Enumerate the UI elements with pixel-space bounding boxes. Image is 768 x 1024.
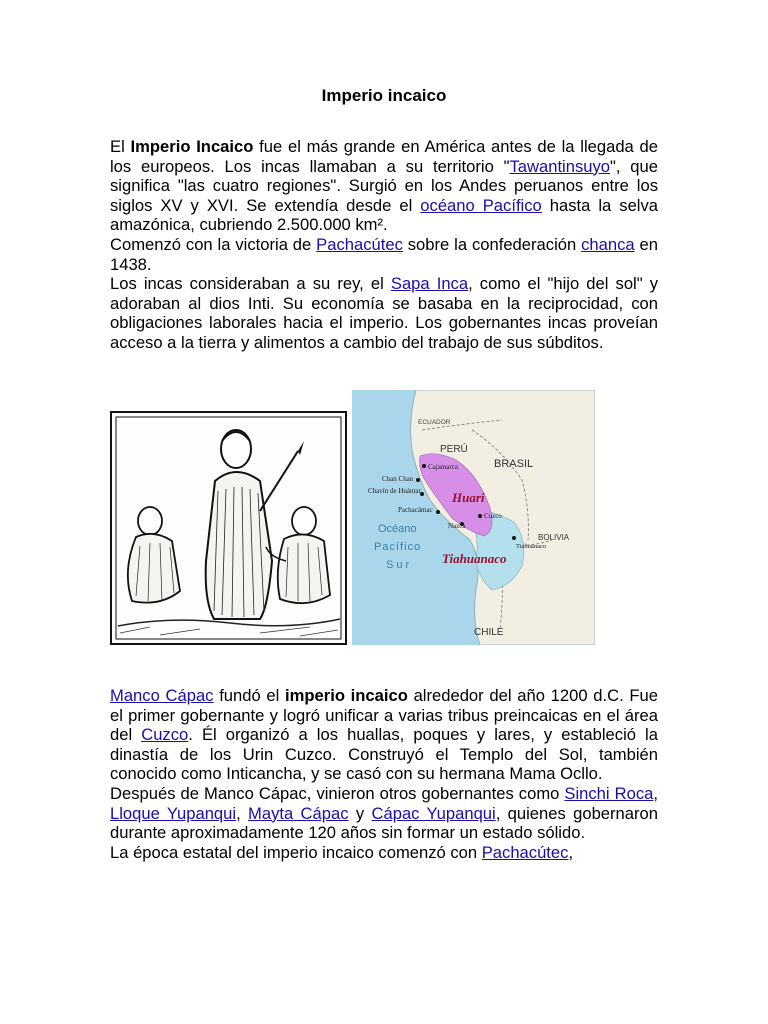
link-manco-capac[interactable]: Manco Cápac — [110, 686, 214, 705]
paragraph-manco-capac — [110, 686, 658, 862]
text-run: Comenzó con la victoria de — [110, 234, 317, 254]
inca-woodcut-illustration — [110, 411, 347, 645]
paragraph-intro — [110, 137, 658, 353]
intro-sentence-1 — [110, 137, 658, 235]
map-label-oceano: Océano — [378, 523, 417, 535]
map-label-bolivia: BOLIVIA — [538, 533, 570, 542]
text-run: , — [653, 783, 658, 803]
text-run: , — [568, 842, 574, 862]
map-label-chavin: Chavín de Huántar — [368, 487, 421, 495]
link-sinchi-roca[interactable]: Sinchi Roca — [564, 783, 654, 803]
link-capac-yupanqui[interactable]: Cápac Yupanqui — [371, 803, 496, 823]
link-tawantinsuyo[interactable]: Tawantinsuyo — [509, 156, 611, 176]
map-label-huari: Huari — [452, 490, 485, 505]
map-label-tiahuanaco-small: Tiahuanaco — [516, 543, 547, 550]
link-chanca[interactable]: chanca — [581, 234, 635, 254]
map-label-nazca: Nazca — [448, 522, 466, 530]
text-run: , — [236, 803, 249, 823]
text-run: hasta la selva amazónica, cubriendo 2.500.000 km². — [110, 195, 659, 235]
link-cuzco[interactable]: Cuzco — [141, 725, 189, 745]
bold-term-imperio: imperio incaico — [285, 686, 408, 705]
manco-sentence-2 — [110, 784, 658, 843]
page-title: Imperio incaico — [321, 86, 447, 105]
map-label-ecuador: ECUADOR — [418, 419, 451, 426]
text-run: en 1438. — [110, 234, 658, 274]
text-run: La época estatal del imperio incaico comenzó con — [110, 842, 482, 862]
map-label-brasil: BRASIL — [494, 458, 534, 470]
text-run: ", que significa "las cuatro regiones". Surgió en los Andes peruanos entre los siglos XV y XVI. Se extendía desde el — [110, 156, 658, 215]
link-mayta-capac[interactable]: Mayta Cápac — [248, 803, 349, 823]
map-label-cuzco: Cuzco — [484, 512, 502, 520]
inca-map — [352, 390, 595, 645]
map-label-chan-chan: Chan Chan — [382, 475, 414, 483]
map-label-pachacamac: Pachacámac — [398, 506, 433, 514]
link-lloque-yupanqui[interactable]: Lloque Yupanqui — [110, 803, 237, 823]
map-label-peru: PERÚ — [440, 444, 468, 455]
text-run: Los incas consideraban a su rey, el — [110, 274, 391, 294]
link-pachacutec-2[interactable]: Pachacútec — [481, 842, 569, 862]
map-label-pacifico: Pacífico — [374, 541, 422, 553]
map-label-chile: CHILE — [474, 627, 504, 638]
text-run: , como el "hijo del sol" y adoraban al dios Inti. Su economía se basaba en la reciprocidad, con obligaciones laborales hacia el imperio. Los gobernantes incas proveían acceso a la tierra y alimentos a cambio del trabajo de sus súbditos. — [110, 274, 659, 352]
link-sapa-inca[interactable]: Sapa Inca — [390, 274, 469, 294]
map-label-tiahuanaco: Tiahuanaco — [442, 551, 507, 566]
text-run: fundó el — [213, 686, 286, 705]
link-oceano-pacifico[interactable]: océano Pacífico — [420, 195, 542, 215]
bold-term-imperio: Imperio Incaico — [130, 137, 254, 156]
intro-sentence-3 — [110, 274, 658, 352]
text-run: , quienes gobernaron durante aproximadamente 120 años sin formar un estado sólido. — [110, 803, 658, 843]
text-run: Después de Manco Cápac, vinieron otros gobernantes como — [110, 783, 565, 803]
manco-sentence-1 — [110, 686, 658, 784]
text-run: El — [110, 137, 131, 156]
manco-sentence-3 — [110, 843, 658, 863]
text-run: sobre la confederación — [402, 234, 582, 254]
text-run: fue el más grande en América antes de la llegada de los europeos. Los incas llamaban a su territorio " — [110, 137, 658, 176]
text-run: alrededor del año 1200 d.C. Fue el primer gobernante y logró unificar a varias tribus preincaicas en el área del — [110, 686, 658, 745]
text-run: . Él organizó a los huallas, poques y lares, y estableció la dinastía de los Urin Cuzco. Construyó el Templo del Sol, también conocido como Inticancha, y se casó con su hermana Mama Ocllo. — [110, 725, 658, 784]
map-label-sur: Sur — [386, 559, 413, 571]
intro-sentence-2 — [110, 235, 658, 274]
link-pachacutec[interactable]: Pachacútec — [316, 234, 403, 254]
text-run: y — [348, 803, 372, 823]
map-label-cajamarca: Cajamarca — [428, 463, 458, 471]
